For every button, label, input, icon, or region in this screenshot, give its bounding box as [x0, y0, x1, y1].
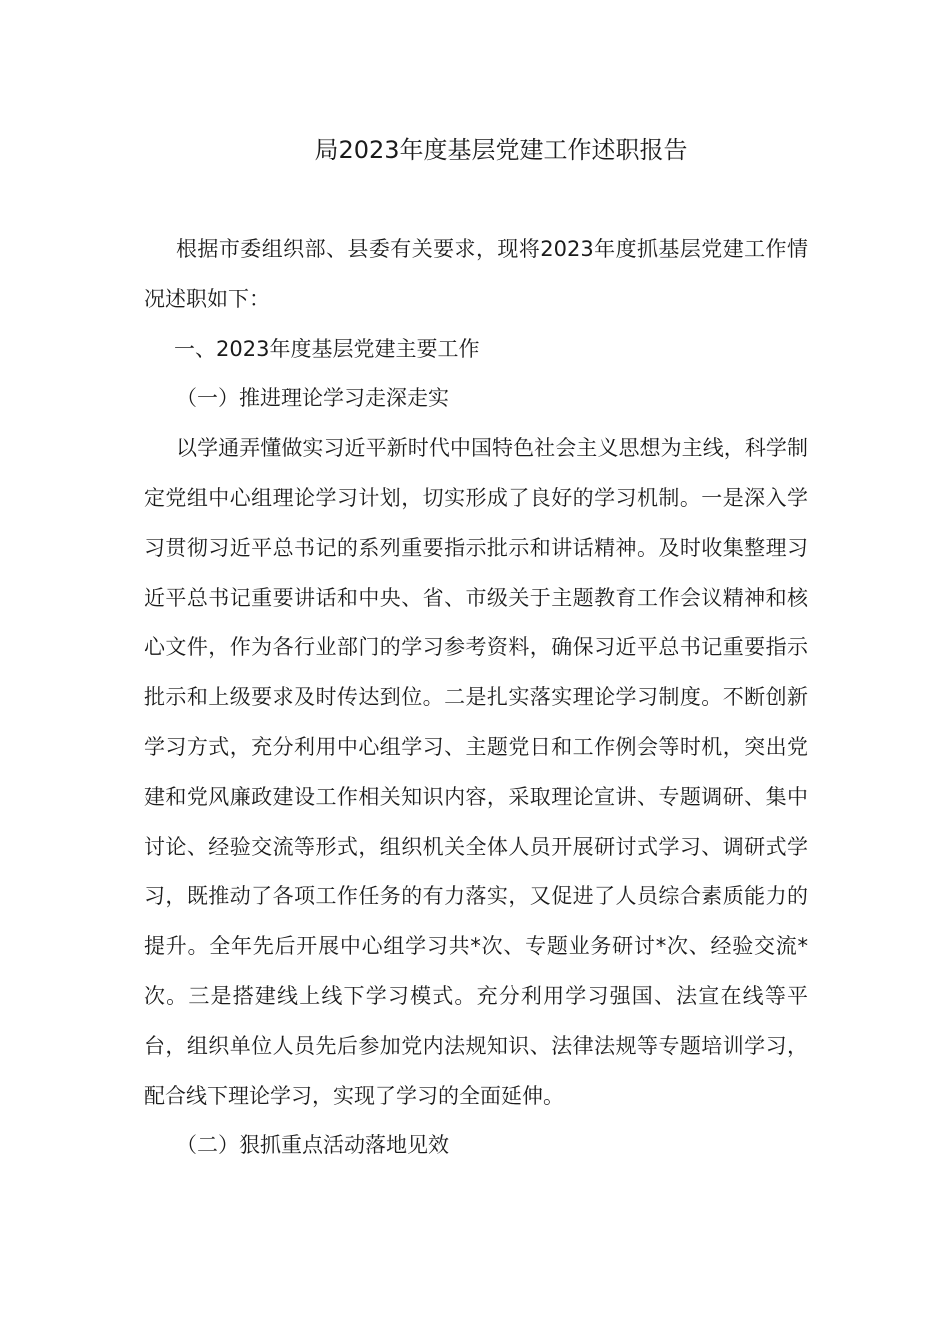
- section-heading-1: 一、2023年度基层党建主要工作: [174, 336, 480, 361]
- subsection-body-1: 以学通弄懂做实习近平新时代中国特色社会主义思想为主线，科学制定党组中心组理论学习计划，切实形成了良好的学习机制。一是深入学习贯彻习近平总书记的系列重要指示批示和讲话精神。及时收集整理习近平总书记重要讲话和中央、省、市级关于主题教育工作会议精神和核心文件，作为各行业部门的学习参考资料，确保习近平总书记重要指示批示和上级要求及时传达到位。二是扎实落实理论学习制度。不断创新学习方式，充分利用中心组学习、主题党日和工作例会等时机，突出党建和党风廉政建设工作相关知识内容，采取理论宣讲、专题调研、集中讨论、经验交流等形式，组织机关全体人员开展研讨式学习、调研式学习，既推动了各项工作任务的有力落实，又促进了人员综合素质能力的提升。全年先后开展中心组学习共*次、专题业务研讨*次、经验交流*次。三是搭建线上线下学习模式。充分利用学习强国、法宣在线等平台，组织单位人员先后参加党内法规知识、法律法规等专题培训学习，配合线下理论学习，实现了学习的全面延伸。: [144, 436, 808, 1108]
- document-title: 局2023年度基层党建工作述职报告: [314, 136, 688, 164]
- intro-paragraph: 根据市委组织部、县委有关要求，现将2023年度抓基层党建工作情况述职如下：: [144, 237, 808, 311]
- subsection-heading-2: （二）狠抓重点活动落地见效: [176, 1133, 449, 1158]
- document-body: [144, 225, 808, 1171]
- subsection-heading-1: （一）推进理论学习走深走实: [176, 386, 449, 411]
